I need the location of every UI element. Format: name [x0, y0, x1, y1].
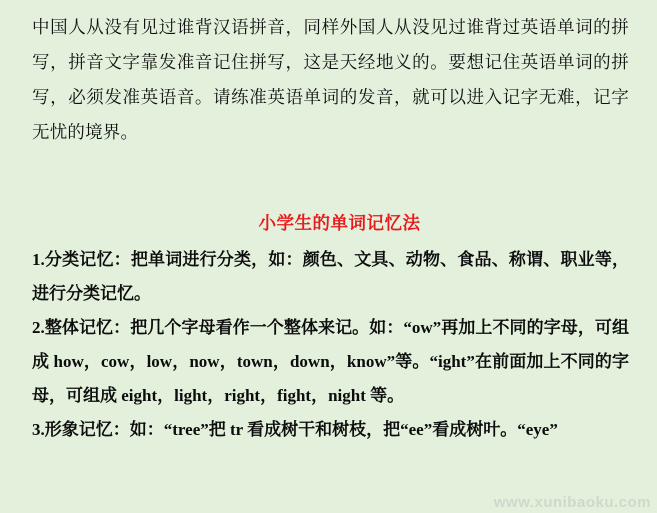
- watermark: www.xunibaoku.com: [493, 494, 651, 511]
- section-heading: 小学生的单词记忆法: [258, 213, 421, 233]
- list-item: 1.分类记忆：把单词进行分类，如：颜色、文具、动物、食品、称谓、职业等，进行分类记忆。: [32, 250, 629, 303]
- section-spacer: [32, 158, 629, 210]
- paragraph-intro: 中国人从没有见过谁背汉语拼音，同样外国人从没见过谁背过英语单词的拼写，拼音文字靠发准音记住拼写，这是天经地义的。要想记住英语单词的拼写，必须发准英语音。请练准英语单词的发音，就可以进入记字无难，记字无忧的境界。: [32, 17, 629, 142]
- list-item: 2.整体记忆：把几个字母看作一个整体来记。如：“ow”再加上不同的字母，可组成 how，cow，low，now，town，down，know”等。“ight”在前面加上不同的字母，可组成 eight，light，right，fight，night 等。: [32, 318, 629, 405]
- list-item: 3.形象记忆：如：“tree”把 tr 看成树干和树枝，把“ee”看成树叶。“eye”: [32, 420, 558, 439]
